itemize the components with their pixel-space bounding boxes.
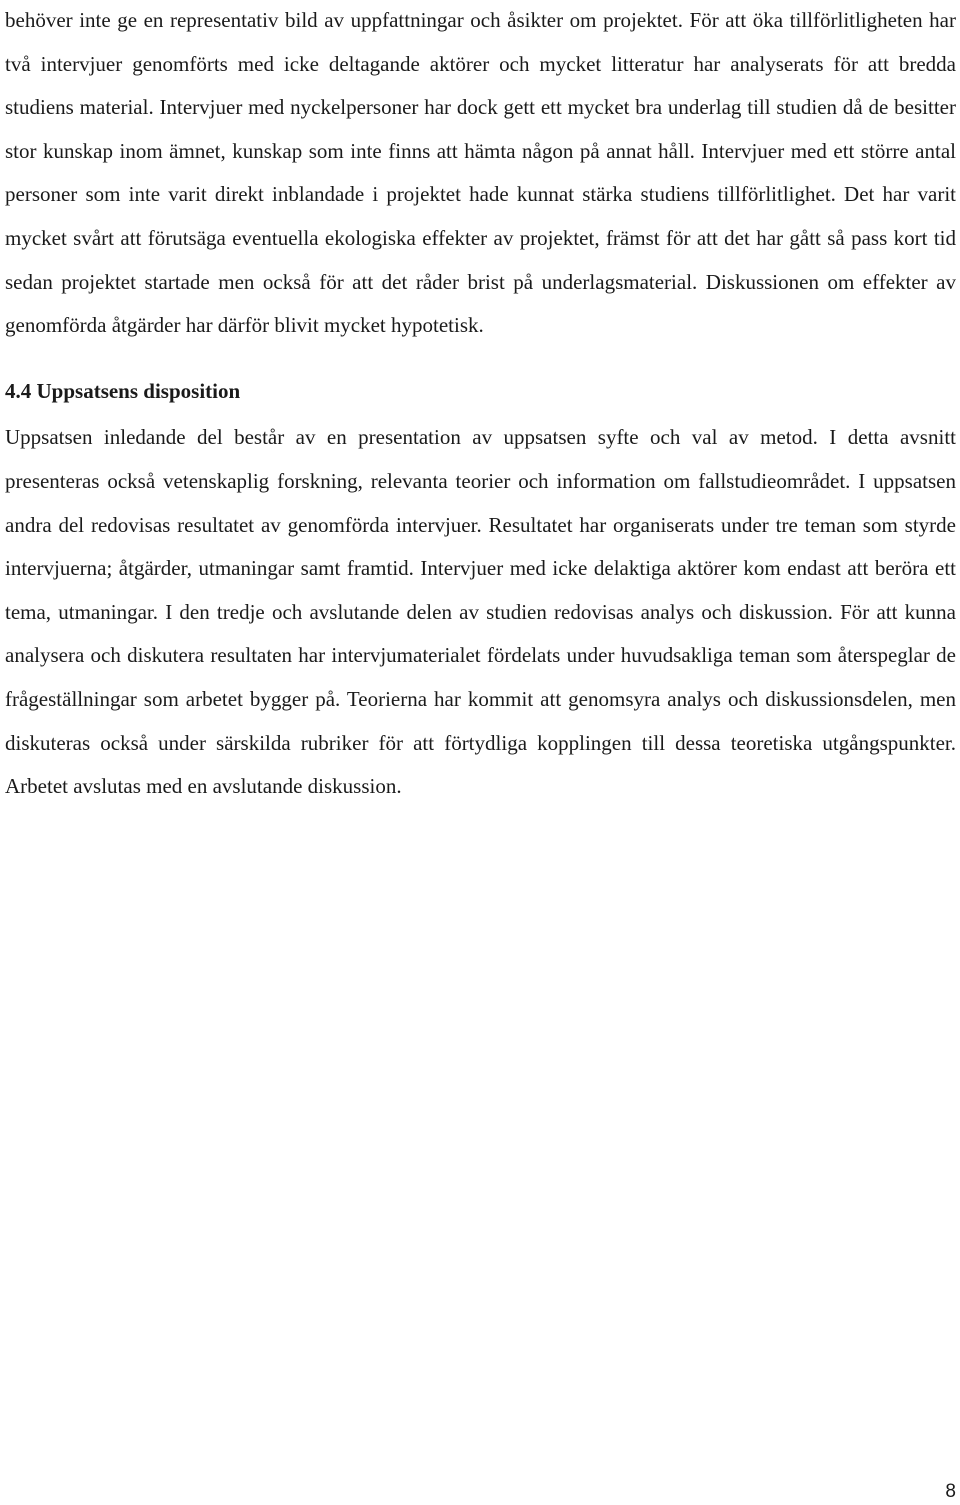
- body-paragraph-disposition: Uppsatsen inledande del består av en presentation av uppsatsen syfte och val av metod. I detta avsnitt presenteras också vetenskaplig forskning, relevanta teorier och information om fallstudieområdet. I uppsatsen andra del redovisas resultatet av genomförda intervjuer. Resultatet har organiserats under tre teman som styrde intervjuerna; åtgärder, utmaningar samt framtid. Intervjuer med icke delaktiga aktörer kom endast att beröra ett tema, utmaningar. I den tredje och avslutande delen av studien redovisas analys och diskussion. För att kunna analysera och diskutera resultaten har intervjumaterialet fördelats under huvudsakliga teman som återspeglar de frågeställningar som arbetet bygger på. Teorierna har kommit att genomsyra analys och diskussionsdelen, men diskuteras också under särskilda rubriker för att förtydliga kopplingen till dessa teoretiska utgångspunkter. Arbetet avslutas med en avslutande diskussion.: [5, 425, 956, 799]
- section-heading: 4.4 Uppsatsens disposition: [5, 378, 241, 403]
- document-page: [5, 0, 956, 809]
- page-number: 8: [945, 1481, 956, 1502]
- body-paragraph-intro: behöver inte ge en representativ bild av uppfattningar och åsikter om projektet. För att öka tillförlitligheten har två intervjuer genomförts med icke deltagande aktörer och mycket litteratur har analyserats för att bredda studiens material. Intervjuer med nyckelpersoner har dock gett ett mycket bra underlag till studien då de besitter stor kunskap inom ämnet, kunskap som inte finns att hämta någon på annat håll. Intervjuer med ett större antal personer som inte varit direkt inblandade i projektet hade kunnat stärka studiens tillförlitlighet. Det har varit mycket svårt att förutsäga eventuella ekologiska effekter av projektet, främst för att det har gått så pass kort tid sedan projektet startade men också för att det råder brist på underlagsmaterial. Diskussionen om effekter av genomförda åtgärder har därför blivit mycket hypotetisk.: [5, 8, 956, 338]
